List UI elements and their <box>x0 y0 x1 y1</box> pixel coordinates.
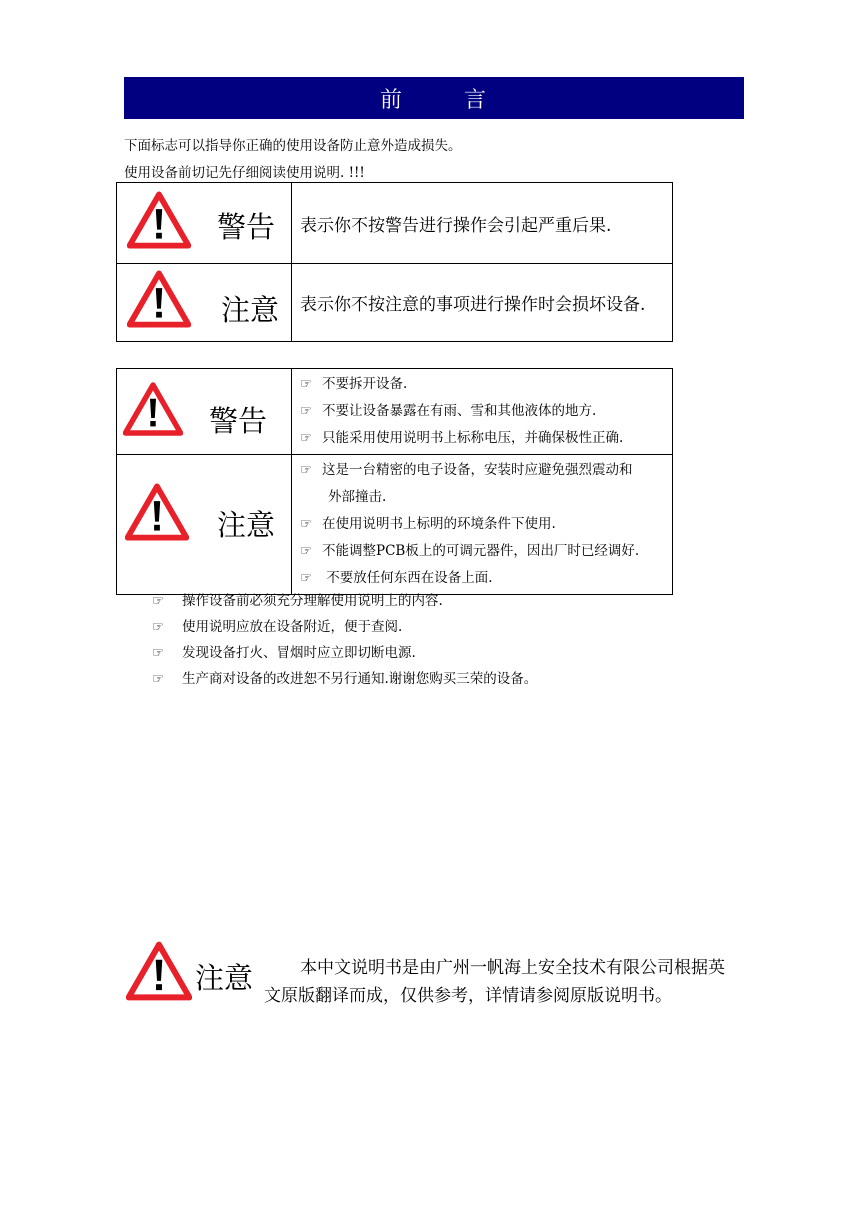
warning-triangle-icon <box>127 191 191 249</box>
list-item: ☞ 发现设备打火、冒烟时应立即切断电源. <box>152 640 537 666</box>
list-item: ☞ 在使用说明书上标明的环境条件下使用. <box>300 511 666 538</box>
notice-line-2: 文原版翻译而成，仅供参考，详情请参阅原版说明书。 <box>264 986 672 1006</box>
list-item: ☞ 这是一台精密的电子设备，安装时应避免强烈震动和 <box>300 457 666 484</box>
pointing-hand-icon: ☞ <box>300 462 313 478</box>
legend-warning-desc: 表示你不按警告进行操作会引起严重后果. <box>292 183 673 264</box>
notice-label: 注意 <box>195 961 254 995</box>
intro-line-2: 使用设备前切记先仔细阅读使用说明. !!! <box>124 165 365 181</box>
legend-caution-desc: 表示你不按注意的事项进行操作时会损坏设备. <box>292 264 673 342</box>
list-item: ☞ 不要拆开设备. <box>300 371 666 398</box>
page-title <box>124 77 744 119</box>
pointing-hand-icon: ☞ <box>300 403 313 419</box>
pointing-hand-icon: ☞ <box>300 430 313 446</box>
warning-triangle-icon <box>123 381 183 437</box>
pointing-hand-icon: ☞ <box>152 645 165 661</box>
rules-warning-label: 警告 <box>209 404 268 438</box>
intro-line-1: 下面标志可以指导你正确的使用设备防止意外造成损失。 <box>124 138 462 154</box>
legend-caution-label: 注意 <box>221 293 280 327</box>
pointing-hand-icon: ☞ <box>300 543 313 559</box>
list-item: ☞ 只能采用使用说明书上标称电压，并确保极性正确. <box>300 425 666 452</box>
rules-caution-label: 注意 <box>217 508 276 542</box>
caution-triangle-icon <box>127 270 191 328</box>
notice-line-1: 本中文说明书是由广州一帆海上安全技术有限公司根据英 <box>300 958 725 978</box>
list-item: ☞ 不要让设备暴露在有雨、雪和其他液体的地方. <box>300 398 666 425</box>
pointing-hand-icon: ☞ <box>152 671 165 687</box>
rules-row-caution <box>117 455 673 595</box>
rules-table <box>116 368 673 595</box>
rules-row-warning <box>117 369 673 455</box>
list-item: ☞ 使用说明应放在设备附近，便于查阅. <box>152 614 537 640</box>
rules-warning-list <box>292 369 673 455</box>
caution-triangle-icon <box>125 483 189 541</box>
legend-warning-label: 警告 <box>217 210 276 244</box>
pointing-hand-icon: ☞ <box>152 593 165 609</box>
translation-notice <box>264 954 744 1010</box>
pointing-hand-icon: ☞ <box>300 516 313 532</box>
list-item: ☞ 生产商对设备的改进恕不另行通知.谢谢您购买三荣的设备。 <box>152 666 537 692</box>
legend-row-warning <box>117 183 673 264</box>
pointing-hand-icon: ☞ <box>300 376 313 392</box>
list-item: ☞ 不能调整PCB板上的可调元器件，因出厂时已经调好. <box>300 538 666 565</box>
list-item: ☞ 操作设备前必须充分理解使用说明上的内容. <box>152 588 537 614</box>
pointing-hand-icon: ☞ <box>152 619 165 635</box>
page-title-right: 言 <box>464 87 489 113</box>
page-title-left: 前 <box>379 87 404 113</box>
legend-table <box>116 182 673 342</box>
notice-triangle-icon <box>126 940 192 1002</box>
rules-caution-list <box>292 455 673 595</box>
list-item: ☞ 不要放任何东西在设备上面. <box>300 565 666 592</box>
legend-row-caution <box>117 264 673 342</box>
pointing-hand-icon: ☞ <box>300 570 313 586</box>
general-bullets <box>152 588 537 692</box>
list-item-continuation: 外部撞击. <box>328 489 387 505</box>
